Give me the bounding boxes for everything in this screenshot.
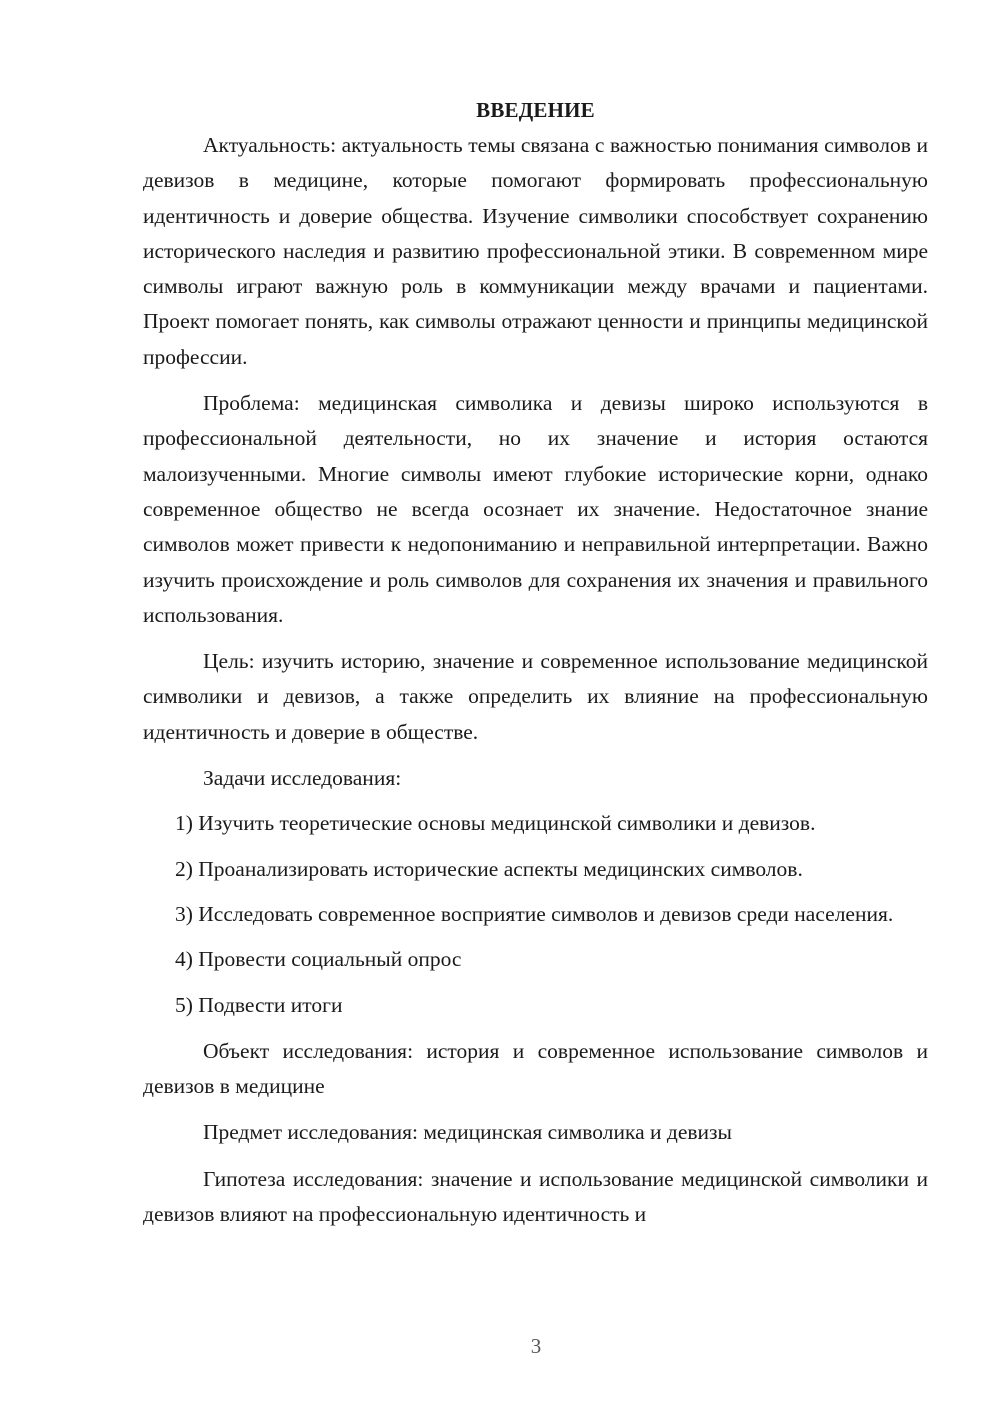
page-number: 3 (530, 1334, 542, 1358)
tasks-title: Задачи исследования: (203, 766, 402, 791)
section-heading: ВВЕДЕНИЕ (476, 98, 595, 122)
relevance-paragraph: Актуальность: актуальность темы связана с важностью понимания символов и девизов в медицине, которые помогают формировать профессиональную идентичность и доверие общества. Изучение символики способствует сохранению исторического наследия и развитию профессиональной этики. В современном мире символы играют важную роль в коммуникации между врачами и пациентами. Проект помогает понять, как символы отражают ценности и принципы медицинской профессии. (143, 133, 928, 369)
document-body (143, 93, 928, 1232)
object-paragraph: Объект исследования: история и современное использование символов и девизов в медицине (143, 1038, 928, 1099)
problem-paragraph: Проблема: медицинская символика и девизы широко используются в профессиональной деятельности, но их значение и история остаются малоизученными. Многие символы имеют глубокие исторические корни, однако современное общество не всегда осознает их значение. Недостаточное знание символов может привести к недопониманию и неправильной интерпретации. Важно изучить происхождение и роль символов для сохранения их значения и правильного использования. (143, 391, 928, 627)
hypothesis-paragraph: Гипотеза исследования: значение и использование медицинской символики и девизов влияют на профессиональную идентичность и (143, 1166, 928, 1227)
task-item-5: 5) Подвести итоги (175, 992, 343, 1017)
task-item-1: 1) Изучить теоретические основы медицинской символики и девизов. (175, 811, 816, 836)
task-item-4: 4) Провести социальный опрос (175, 947, 462, 972)
task-item-2: 2) Проанализировать исторические аспекты медицинских символов. (175, 856, 803, 881)
goal-paragraph: Цель: изучить историю, значение и современное использование медицинской символики и девизов, а также определить их влияние на профессиональную идентичность и доверие в обществе. (143, 649, 928, 744)
task-item-3: 3) Исследовать современное восприятие символов и девизов среди населения. (175, 901, 894, 926)
subject-paragraph: Предмет исследования: медицинская символика и девизы (203, 1120, 732, 1145)
